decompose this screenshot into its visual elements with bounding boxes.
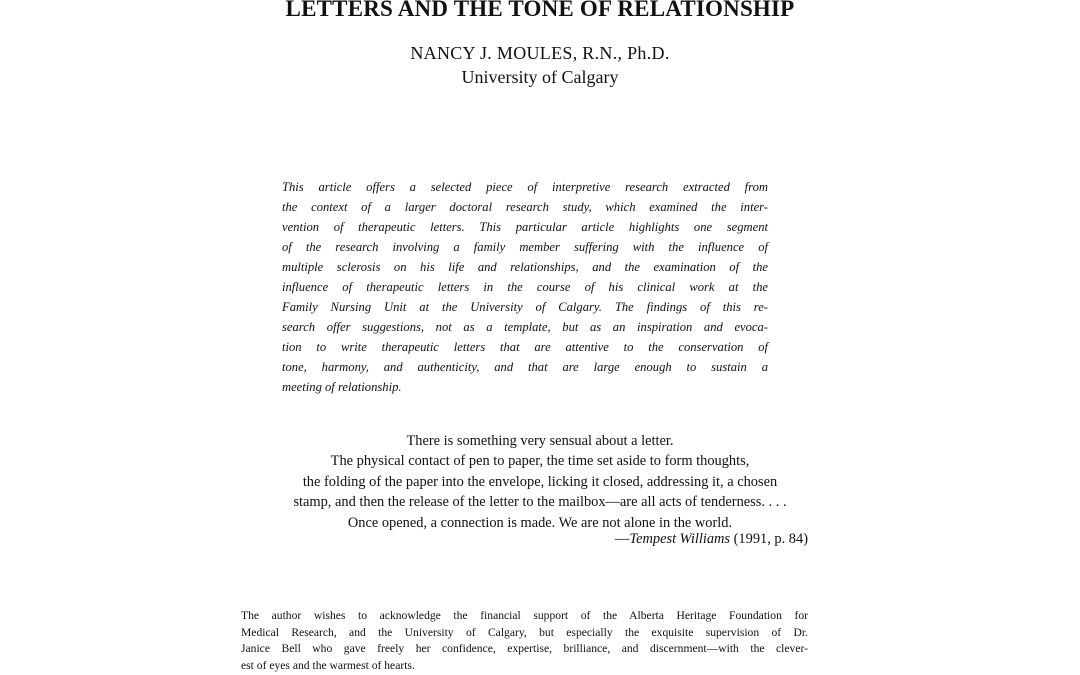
author-name: NANCY J. MOULES, R.N., Ph.D.: [410, 43, 670, 63]
abstract-line: of the research involving a family member suffering with the influence of: [282, 240, 768, 255]
abstract-line: meeting of relationship.: [282, 380, 402, 395]
epigraph-line: Once opened, a connection is made. We are not alone in the world.: [347, 514, 733, 531]
abstract-line: the context of a larger doctoral research study, which examined the inter-: [282, 200, 768, 215]
attribution-dash: —: [615, 531, 630, 547]
abstract-line: multiple sclerosis on his life and relationships, and the examination of the: [282, 260, 768, 275]
article-title: LETTERS AND THE TONE OF RELATIONSHIP: [285, 0, 795, 21]
author-affiliation: University of Calgary: [461, 67, 619, 87]
abstract: [282, 177, 768, 398]
acknowledgment-footnote: [241, 608, 808, 674]
epigraph-line: The physical contact of pen to paper, the time set aside to form thoughts,: [330, 453, 750, 470]
abstract-line: tone, harmony, and authenticity, and that are large enough to sustain a: [282, 360, 768, 375]
epigraph-line: There is something very sensual about a letter.: [406, 433, 674, 449]
epigraph-line: the folding of the paper into the envelope, licking it closed, addressing it, a chosen: [302, 473, 778, 490]
abstract-line: This article offers a selected piece of interpretive research extracted from: [282, 180, 768, 194]
abstract-line: vention of therapeutic letters. This particular article highlights one segment: [282, 220, 768, 235]
footnote-line: Janice Bell who gave freely her confidence, expertise, brilliance, and discernment—with the clever-: [241, 642, 808, 656]
footnote-line: Medical Research, and the University of Calgary, but especially the exquisite supervision of Dr.: [241, 625, 808, 639]
attribution-name: Tempest Williams: [629, 531, 731, 547]
abstract-line: search offer suggestions, not as a template, but as an inspiration and evoca-: [282, 320, 768, 335]
epigraph-line: stamp, and then the release of the letter to the mailbox—are all acts of tenderness. . . .: [293, 494, 787, 511]
footnote-line: est of eyes and the warmest of hearts.: [241, 658, 415, 672]
footnote-line: The author wishes to acknowledge the financial support of the Alberta Heritage Foundation for: [241, 609, 808, 622]
abstract-line: influence of therapeutic letters in the course of his clinical work at the: [282, 280, 768, 295]
abstract-line: tion to write therapeutic letters that are attentive to the conservation of: [282, 340, 768, 355]
epigraph-quote: [0, 431, 1080, 533]
epigraph-attribution: [560, 529, 808, 549]
abstract-line: Family Nursing Unit at the University of Calgary. The findings of this re-: [282, 300, 768, 315]
attribution-citation: (1991, p. 84): [730, 531, 808, 547]
